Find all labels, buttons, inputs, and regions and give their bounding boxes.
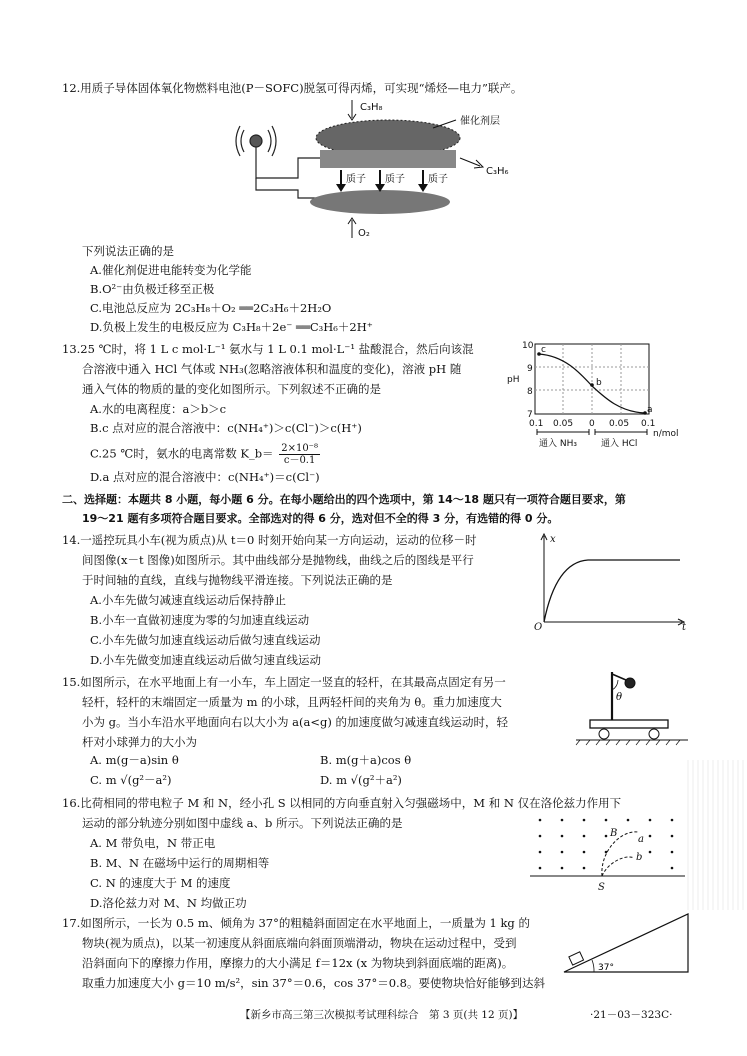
- cart-body: [590, 720, 668, 728]
- q17-stem-4: 取重力加速度大小 g＝10 m/s²，sin 37°＝0.6，cos 37°＝0.8。要使物块恰好能够到达斜: [82, 976, 546, 990]
- q14-option-d: D.小车先做变加速直线运动后做匀速直线运动: [90, 653, 321, 667]
- x-tick-2: 0: [589, 419, 595, 429]
- trajectory-a: [602, 832, 638, 876]
- incline: [564, 914, 688, 972]
- q13-stem-3: 通入气体的物质的量的变化如图所示。下列叙述不正确的是: [82, 382, 381, 396]
- y-tick-7: 7: [527, 410, 533, 420]
- q13-stem-2: 合溶液中通入 HCl 气体或 NH₃(忽略溶液体积和温度的变化)，溶液 pH 随: [82, 362, 462, 376]
- q14-option-c: C.小车先做匀加速直线运动后做匀速直线运动: [90, 633, 321, 647]
- point-b-dot: [590, 383, 594, 387]
- q15-option-a: A. m(g－a)sin θ: [90, 753, 179, 767]
- x-unit: n/mol: [653, 429, 679, 439]
- q12-prompt: 下列说法正确的是: [82, 244, 174, 258]
- xt-chart: [530, 532, 690, 632]
- q14-stem-1: 14.一遥控玩具小车(视为质点)从 t＝0 时刻开始向某一方向运动，运动的位移－时: [62, 533, 477, 547]
- origin-label: O: [534, 622, 543, 632]
- q15-stem-3: 小为 g。当小车沿水平地面向右以大小为 a(a<g) 的加速度做匀减速直线运动时，轻: [82, 715, 509, 729]
- section2-line-1: 二、选择题：本题共 8 小题，每小题 6 分。在每小题给出的四个选项中，第 14～18 题只有一项符合题目要求，第: [62, 493, 626, 506]
- trajectory-b: [602, 857, 634, 876]
- proton-label-3: 质子: [428, 174, 448, 185]
- q13-option-d: D.a 点对应的混合溶液中：c(NH₄⁺)＝c(Cl⁻): [90, 470, 320, 484]
- q15-stem-2: 轻杆，轻杆的末端固定一质量为 m 的小球，且两轻杆间的夹角为 θ。重力加速度大: [82, 695, 502, 709]
- section2-line-2: 19～21 题有多项符合题目要求。全部选对的得 6 分，选对但不全的得 3 分，有选错的得 0 分。: [82, 512, 559, 525]
- y-axis-label: pH: [507, 375, 520, 385]
- q16-stem-2: 运动的部分轨迹分别如图中虚线 a、b 所示。下列说法正确的是: [82, 816, 403, 830]
- angle-label: 37°: [598, 963, 614, 973]
- x-tick-1: 0.05: [553, 419, 574, 429]
- cathode-layer: [310, 190, 450, 214]
- q13-option-b: B.c 点对应的混合溶液中：c(NH₄⁺)＞c(Cl⁻)＞c(H⁺): [90, 421, 362, 435]
- q16-stem-1: 16.比荷相同的带电粒子 M 和 N，经小孔 S 以相同的方向垂直射入匀强磁场中，M 和 N 仅在洛伦兹力作用下: [62, 796, 622, 810]
- point-b-label: b: [596, 378, 602, 388]
- proton-label-1: 质子: [346, 174, 366, 185]
- label-hcl: 通入 HCl: [601, 439, 638, 449]
- q15-option-c: C. m √(g²－a²): [90, 773, 172, 787]
- x-tick-4: 0.1: [641, 419, 656, 429]
- q16-option-b: B. M、N 在磁场中运行的周期相等: [90, 856, 270, 870]
- y-tick-8: 8: [527, 387, 533, 397]
- q17-stem-3: 沿斜面向下的摩擦力作用，摩擦力的大小满足 f＝12x (x 为物块到斜面底端的距离)。: [82, 956, 514, 970]
- device-icon: [236, 126, 320, 198]
- q16-option-d: D.洛伦兹力对 M、N 均做正功: [90, 896, 247, 910]
- q14-option-a: A.小车先做匀减速直线运动后保持静止: [90, 593, 286, 607]
- fuel-cell-diagram: [228, 98, 518, 243]
- q12-option-c: C.电池总反应为 2C₃H₈＋O₂ ══2C₃H₆＋2H₂O: [90, 301, 332, 315]
- o2-label: O₂: [358, 228, 370, 239]
- q14-stem-2: 间图像(x－t 图像)如图所示。其中曲线部分是抛物线，曲线之后的图线是平行: [82, 553, 474, 567]
- footer-title: 【新乡市高三第三次模拟考试理科综合 第 3 页(共 12 页)】: [240, 1009, 524, 1021]
- incline-diagram: [560, 910, 692, 976]
- block: [569, 952, 584, 965]
- y-tick-10: 10: [522, 341, 534, 351]
- q15-stem-4: 杆对小球弹力的大小为: [82, 735, 197, 749]
- t-axis-label: t: [682, 622, 687, 632]
- wheel-left: [599, 729, 609, 739]
- proton-label-2: 质子: [385, 174, 405, 185]
- theta-label: θ: [616, 692, 623, 703]
- q12-option-b: B.O²⁻由负极迁移至正极: [90, 282, 215, 296]
- q14-stem-3: 于时间轴的直线，直线与抛物线平滑连接。下列说法正确的是: [82, 573, 393, 587]
- magnetic-field-diagram: [530, 812, 685, 892]
- ball: [625, 678, 635, 688]
- q15-option-d: D. m √(g²＋a²): [320, 773, 402, 787]
- y-tick-9: 9: [527, 364, 533, 374]
- q17-stem-2: 物块(视为质点)，以某一初速度从斜面底端向斜面顶端滑动，物块在运动过程中，受到: [82, 936, 517, 950]
- cart-diagram: [572, 668, 692, 748]
- q13-option-c: [90, 443, 320, 466]
- catalyst-label: 催化剂层: [460, 116, 500, 127]
- b-field-label: B: [610, 828, 618, 839]
- q17-stem-1: 17.如图所示，一长为 0.5 m、倾角为 37°的粗糙斜面固定在水平地面上，一质量为 1 kg 的: [62, 916, 530, 930]
- q12-stem: 12.用质子导体固体氧化物燃料电池(P－SOFC)脱氢可得丙烯，可实现“烯烃—电力”联产。: [62, 81, 523, 95]
- xt-curve: [544, 560, 680, 622]
- x-tick-0: 0.1: [529, 419, 544, 429]
- q13-option-c-text: C.25 ℃时，氨水的电离常数 K_b＝: [90, 446, 274, 461]
- kb-denominator: c－0.1: [283, 455, 316, 466]
- ph-chart: [505, 338, 695, 452]
- slit-s-label: S: [598, 882, 605, 892]
- q16-option-a: A. M 带负电，N 带正电: [90, 836, 216, 850]
- q13-stem-1: 13.25 ℃时，将 1 L c mol·L⁻¹ 氨水与 1 L 0.1 mol·L⁻¹ 盐酸混合，然后向该混: [62, 342, 474, 356]
- q15-stem-1: 15.如图所示，在水平地面上有一小车，车上固定一竖直的轻杆，在其最高点固定有另一: [62, 675, 506, 689]
- footer-code: ·21－03－323C·: [590, 1009, 673, 1021]
- scan-artifact: [687, 760, 747, 910]
- kb-fraction: [279, 443, 320, 466]
- label-nh3: 通入 NH₃: [539, 439, 577, 449]
- path-a-label: a: [638, 834, 644, 845]
- q12-option-d: D.负极上发生的电极反应为 C₃H₈＋2e⁻ ══C₃H₆＋2H⁺: [90, 320, 373, 334]
- q15-option-b: B. m(g＋a)cos θ: [320, 753, 412, 767]
- x-axis-label: x: [550, 534, 556, 545]
- q16-option-c: C. N 的速度大于 M 的速度: [90, 876, 231, 890]
- point-c-label: c: [541, 345, 546, 355]
- q13-option-a: A.水的电离程度：a＞b＞c: [90, 402, 227, 416]
- path-b-label: b: [636, 852, 643, 863]
- c3h6-label: C₃H₆: [486, 166, 509, 177]
- point-a-label: a: [647, 405, 653, 415]
- wheel-right: [649, 729, 659, 739]
- q12-option-a: A.催化剂促进电能转变为化学能: [90, 263, 252, 277]
- kb-numerator: 2×10⁻⁸: [281, 443, 318, 454]
- x-tick-3: 0.05: [609, 419, 630, 429]
- c3h8-label: C₃H₈: [360, 102, 383, 113]
- q14-option-b: B.小车一直做初速度为零的匀加速直线运动: [90, 613, 310, 627]
